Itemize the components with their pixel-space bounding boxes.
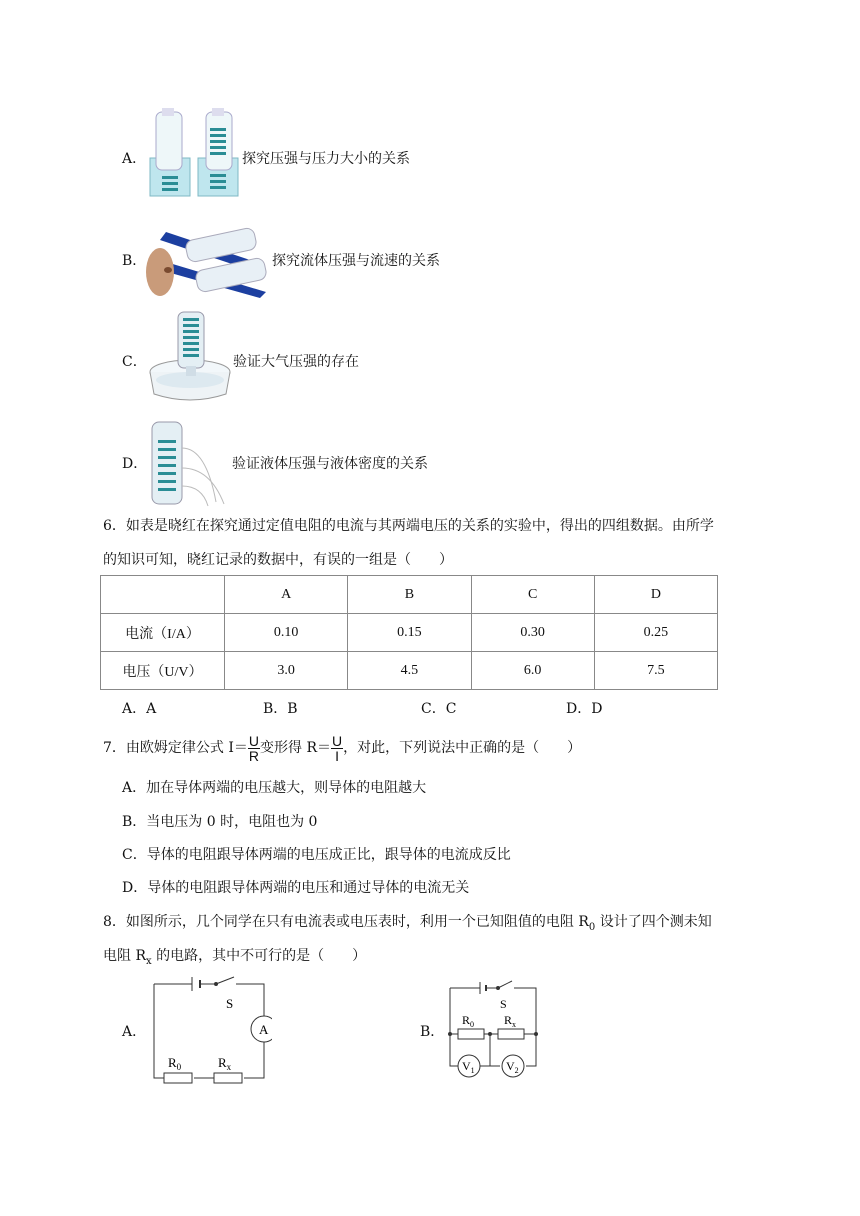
label-sub: 0: [470, 1020, 475, 1029]
q6-option-d: D．D: [566, 701, 603, 717]
resistor-rx-icon: [498, 1029, 524, 1039]
formula-fraction-u-over-r: [248, 734, 260, 763]
switch-icon: [498, 981, 512, 988]
table-header-cell: A: [225, 576, 348, 614]
table-header-row: [101, 576, 718, 614]
label-sub: 0: [176, 1062, 182, 1072]
table-header-cell: [101, 576, 225, 614]
r0-label: [462, 1013, 474, 1029]
q6-stem-line1: 6．如表是晓红在探究通过定值电阻的电流与其两端电压的关系的实验中，得出的四组数据。由所学: [103, 518, 714, 534]
option-letter: A．: [122, 151, 147, 167]
water-bottles-on-sponge-icon: [148, 108, 240, 198]
circuit-diagram-b: [444, 978, 544, 1082]
switch-label: S: [500, 997, 507, 1011]
r0-label: [168, 1055, 182, 1072]
formula-fraction-u-over-i: [331, 734, 343, 763]
q8-stem-line1: [103, 912, 712, 938]
subscript: 0: [588, 921, 596, 933]
option-letter: B．: [122, 253, 147, 269]
data-table: [100, 575, 718, 690]
label-main: R: [462, 1013, 471, 1027]
label-main: V: [462, 1059, 471, 1073]
table-header-cell: B: [348, 576, 471, 614]
label-main: R: [218, 1055, 227, 1070]
q7-option-d: D．导体的电阻跟导体两端的电压和通过导体的电流无关: [122, 880, 470, 896]
label-main: R: [168, 1055, 177, 1070]
table-row-header: 电流（I/A）: [101, 614, 225, 652]
q8-stem-text: 电阻 R: [103, 948, 146, 964]
option-text: 验证大气压强的存在: [233, 354, 359, 370]
q6-stem-line2: 的知识可知，晓红记录的数据中，有误的一组是（ ）: [103, 552, 453, 568]
table-cell: 6.0: [471, 652, 594, 690]
table-cell: 0.25: [594, 614, 717, 652]
option-letter: D．: [122, 456, 148, 472]
circuit-diagram-a: [148, 974, 272, 1086]
table-row: [101, 614, 718, 652]
q8-stem-line2: [103, 946, 366, 972]
fraction-denominator: I: [335, 747, 340, 764]
resistor-r0-icon: [458, 1029, 484, 1039]
table-cell: 4.5: [348, 652, 471, 690]
label-sub: x: [226, 1062, 232, 1072]
rx-label: [218, 1055, 232, 1072]
bottle-water-jets-icon: [146, 418, 230, 508]
q7-stem: [103, 731, 581, 765]
table-header-cell: C: [471, 576, 594, 614]
q6-option-a: A．A: [122, 701, 157, 717]
q7-stem-prefix: 7．由欧姆定律公式 I＝: [103, 740, 248, 756]
q7-stem-mid: 变形得 R＝: [260, 740, 332, 756]
subscript: x: [146, 955, 152, 967]
table-row-header: 电压（U/V）: [101, 652, 225, 690]
option-text: 探究压强与压力大小的关系: [242, 151, 410, 167]
blowing-between-bottles-icon: [146, 222, 272, 298]
fraction-numerator: U: [248, 732, 260, 749]
table-cell: 0.15: [348, 614, 471, 652]
q7-option-c: C．导体的电阻跟导体两端的电压成正比，跟导体的电流成反比: [122, 847, 511, 863]
q8-stem-text: 的电路，其中不可行的是（ ）: [151, 948, 367, 964]
q6-option-c: C．C: [421, 701, 457, 717]
q8-stem-text: 8．如图所示，几个同学在只有电流表或电压表时，利用一个已知阻值的电阻 R: [103, 914, 589, 930]
label-main: V: [506, 1059, 515, 1073]
table-cell: 7.5: [594, 652, 717, 690]
fraction-numerator: U: [332, 732, 343, 749]
ammeter-label: A: [259, 1022, 269, 1037]
q7-stem-suffix: ，对此，下列说法中正确的是（ ）: [343, 740, 582, 756]
label-sub: 1: [470, 1066, 475, 1075]
switch-label: S: [226, 996, 234, 1011]
q7-option-a: A．加在导体两端的电压越大，则导体的电阻越大: [122, 780, 427, 796]
table-row: [101, 652, 718, 690]
option-letter: C．: [122, 354, 147, 370]
label-main: R: [504, 1013, 513, 1027]
inverted-bottle-in-water-icon: [148, 310, 232, 402]
label-sub: 2: [514, 1066, 519, 1075]
label-sub: x: [512, 1020, 517, 1029]
rx-label: [504, 1013, 516, 1029]
table-cell: 0.30: [471, 614, 594, 652]
q8-option-a-letter: A．: [122, 1024, 147, 1040]
resistor-rx-icon: [214, 1073, 242, 1083]
switch-icon: [216, 977, 234, 984]
table-cell: 3.0: [225, 652, 348, 690]
q7-option-b: B．当电压为 0 时，电阻也为 0: [122, 814, 318, 830]
fraction-denominator: R: [248, 747, 260, 764]
option-text: 探究流体压强与流速的关系: [272, 253, 440, 269]
resistor-r0-icon: [164, 1073, 192, 1083]
q8-stem-text: 设计了四个测未知: [595, 914, 712, 930]
table-header-cell: D: [594, 576, 717, 614]
q8-option-b-letter: B．: [420, 1024, 445, 1040]
option-text: 验证液体压强与液体密度的关系: [232, 456, 428, 472]
q6-option-b: B．B: [263, 701, 298, 717]
table-cell: 0.10: [225, 614, 348, 652]
